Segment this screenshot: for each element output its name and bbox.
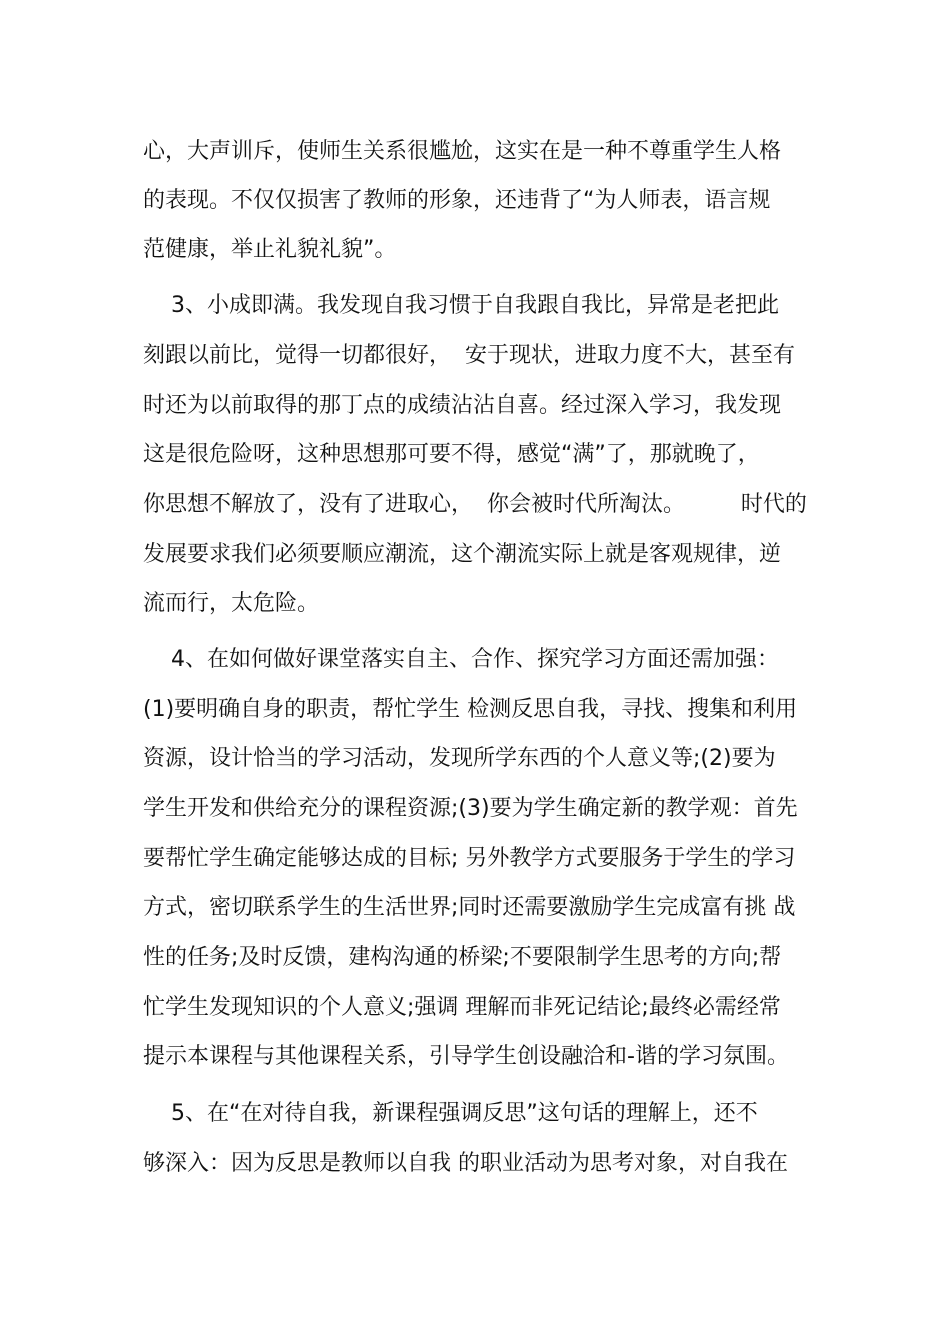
text-line: 4、在如何做好课堂落实自主、合作、探究学习方面还需加强： [143,647,779,672]
text-line: 方式，密切联系学生的生活世界;同时还需要激励学生完成富有挑 战 [143,895,796,920]
text-line: 心，大声训斥，使师生关系很尴尬，这实在是一种不尊重学生人格 [143,139,782,164]
text-line: 性的任务;及时反馈，建构沟通的桥梁;不要限制学生思考的方向;帮 [143,945,782,970]
text-line: (1)要明确自身的职责，帮忙学生 检测反思自我，寻找、搜集和利用 [143,697,798,722]
text-line: 要帮忙学生确定能够达成的目标; 另外教学方式要服务于学生的学习 [143,846,796,871]
text-line: 够深入：因为反思是教师以自我 的职业活动为思考对象，对自我在 [143,1151,788,1176]
text-line: 这是很危险呀，这种思想那可要不得，感觉“满”了，那就晚了， [143,442,760,467]
text-line: 忙学生发现知识的个人意义;强调 理解而非死记结论;最终必需经常 [143,995,781,1020]
text-line: 刻跟以前比，觉得一切都很好， 安于现状，进取力度不大，甚至有 [143,343,795,368]
text-line: 提示本课程与其他课程关系，引导学生创设融洽和-谐的学习氛围。 [143,1044,789,1069]
text-line: 3、小成即满。我发现自我习惯于自我跟自我比，异常是老把此 [143,293,779,318]
text-line: 时还为以前取得的那丁点的成绩沾沾自喜。经过深入学习，我发现 [143,393,782,418]
text-line: 流而行，太危险。 [143,591,320,616]
text-line: 5、在“在对待自我，新课程强调反思”这句话的理解上，还不 [143,1101,758,1126]
text-line: 你思想不解放了，没有了进取心， 你会被时代所淘汰。 时代的 [143,492,807,517]
text-line: 范健康，举止礼貌礼貌”。 [143,237,397,262]
text-line: 发展要求我们必须要顺应潮流，这个潮流实际上就是客观规律，逆 [143,542,782,567]
text-line: 学生开发和供给充分的课程资源;(3)要为学生确定新的教学观：首先 [143,796,798,821]
text-line: 资源，设计恰当的学习活动，发现所学东西的个人意义等;(2)要为 [143,746,776,771]
text-line: 的表现。不仅仅损害了教师的形象，还违背了“为人师表，语言规 [143,188,771,213]
